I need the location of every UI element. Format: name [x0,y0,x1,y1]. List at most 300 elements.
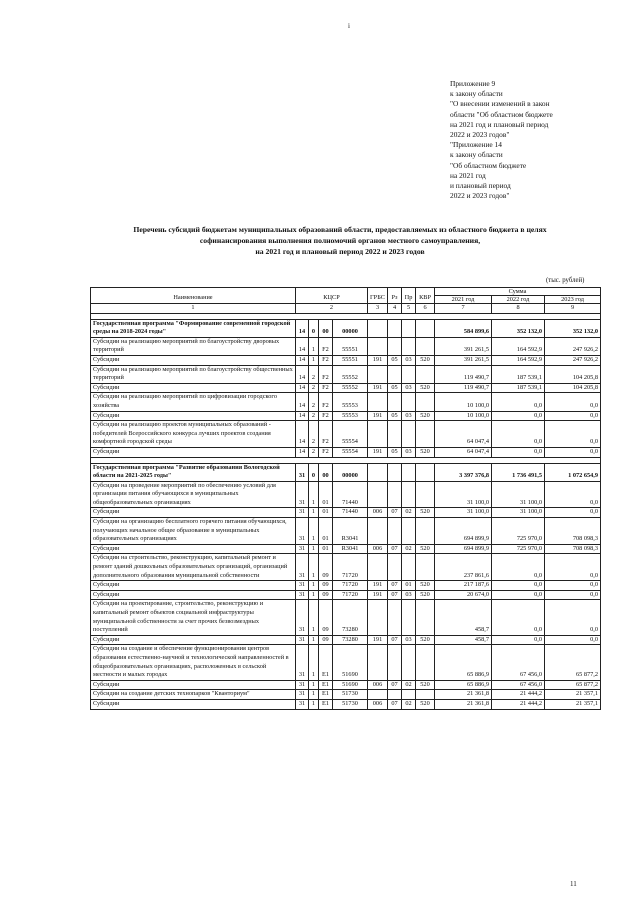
header-pr: Пр [402,288,416,304]
kcsr-part-3: 09 [319,590,333,600]
pr-cell [402,319,416,337]
amount-2022: 31 100,0 [492,481,545,508]
grbs-cell: 191 [368,447,388,457]
kvr-cell [416,393,435,411]
rz-cell: 07 [388,680,402,690]
row-name: Субсидии на реализацию мероприятий по цифровизации городского хозяйства [91,393,296,411]
grbs-cell: 191 [368,590,388,600]
pr-cell [402,421,416,448]
kcsr-part-3: 09 [319,600,333,635]
table-row [91,319,601,337]
table-row [91,337,601,355]
kcsr-part-4: 71440 [333,508,368,518]
amount-2022: 21 444,2 [492,699,545,709]
kcsr-part-2: 2 [309,365,319,383]
kcsr-part-4: 00000 [333,319,368,337]
appendix-line: на 2021 год и плановый период [450,119,549,129]
grbs-cell [368,690,388,700]
kcsr-part-2: 1 [309,544,319,554]
appendix-line: и плановый период [450,181,511,191]
table-row [91,699,601,709]
kcsr-part-1: 14 [296,365,309,383]
kcsr-part-1: 14 [296,447,309,457]
grbs-cell [368,463,388,481]
header-grbs: ГРБС [368,288,388,304]
appendix-line: к закону области [450,150,503,160]
appendix-line: "Об областном бюджете [450,160,527,170]
kvr-cell [416,690,435,700]
table-row [91,463,601,481]
pr-cell: 01 [402,581,416,591]
kcsr-part-1: 14 [296,393,309,411]
units-label: (тыс. рублей) [546,277,585,284]
kcsr-part-1: 31 [296,544,309,554]
amount-2021: 3 397 376,8 [435,463,492,481]
row-name: Субсидии на проведение мероприятий по обеспечению условий для организации питания обучающихся в муниципальных общеобразовательных организациях [91,481,296,508]
kcsr-part-3: F2 [319,383,333,393]
amount-2021: 64 047,4 [435,447,492,457]
kvr-cell: 520 [416,383,435,393]
pr-cell: 02 [402,699,416,709]
header-name: Наименование [91,288,296,304]
kcsr-part-1: 14 [296,383,309,393]
kcsr-part-1: 14 [296,421,309,448]
kcsr-part-4: 55552 [333,383,368,393]
kcsr-part-3: 00 [319,463,333,481]
pr-cell: 03 [402,590,416,600]
pr-cell [402,337,416,355]
table-row [91,421,601,448]
kvr-cell [416,463,435,481]
amount-2023: 0,0 [545,481,601,508]
header-rz: Рз [388,288,402,304]
table-row [91,355,601,365]
kcsr-part-2: 1 [309,680,319,690]
kcsr-part-3: F2 [319,421,333,448]
amount-2023: 0,0 [545,508,601,518]
row-name: Государственная программа "Развитие образования Вологодской области на 2021-2025 годы" [91,463,296,481]
kcsr-part-2: 1 [309,581,319,591]
colnum-6: 6 [416,304,435,314]
amount-2022: 67 456,0 [492,680,545,690]
grbs-cell: 006 [368,699,388,709]
kcsr-part-4: R3041 [333,544,368,554]
kcsr-part-3: 01 [319,508,333,518]
rz-cell [388,337,402,355]
table-row [91,645,601,680]
row-name: Субсидии [91,355,296,365]
table-row [91,411,601,421]
grbs-cell [368,337,388,355]
kcsr-part-4: 55554 [333,447,368,457]
rz-cell: 05 [388,447,402,457]
kcsr-part-2: 1 [309,518,319,545]
grbs-cell [368,554,388,581]
row-name: Субсидии на организацию бесплатного горячего питания обучающихся, получающих начальное общее образование в муниципальных образовательных организациях [91,518,296,545]
pr-cell [402,365,416,383]
appendix-line: на 2021 год [450,170,486,180]
kcsr-part-3: F2 [319,337,333,355]
kvr-cell [416,645,435,680]
amount-2021: 64 047,4 [435,421,492,448]
kcsr-part-4: 55552 [333,365,368,383]
amount-2021: 20 674,0 [435,590,492,600]
appendix-line: 2022 и 2023 годов" [450,191,510,201]
kvr-cell [416,319,435,337]
pr-cell [402,481,416,508]
kvr-cell: 520 [416,411,435,421]
kvr-cell [416,554,435,581]
kcsr-part-4: 55551 [333,337,368,355]
header-sum: Сумма [435,288,601,296]
amount-2023: 65 877,2 [545,645,601,680]
header-kvr: КВР [416,288,435,304]
kcsr-part-4: 51690 [333,680,368,690]
kcsr-part-3: F2 [319,365,333,383]
kcsr-part-4: 51730 [333,699,368,709]
kcsr-part-2: 1 [309,635,319,645]
amount-2023: 247 926,2 [545,355,601,365]
column-number-row [91,304,601,314]
grbs-cell [368,481,388,508]
kcsr-part-1: 31 [296,508,309,518]
row-name: Субсидии [91,581,296,591]
kcsr-part-1: 31 [296,554,309,581]
grbs-cell [368,518,388,545]
rz-cell: 07 [388,544,402,554]
kcsr-part-4: 73280 [333,600,368,635]
header-2021: 2021 год [435,296,492,304]
amount-2022: 164 592,9 [492,355,545,365]
amount-2022: 0,0 [492,635,545,645]
kcsr-part-2: 2 [309,447,319,457]
pr-cell [402,554,416,581]
kcsr-part-1: 31 [296,590,309,600]
kcsr-part-3: F2 [319,355,333,365]
kvr-cell [416,600,435,635]
rz-cell: 07 [388,581,402,591]
pr-cell: 03 [402,411,416,421]
amount-2023: 0,0 [545,635,601,645]
kcsr-part-4: R3041 [333,518,368,545]
table-row [91,554,601,581]
kcsr-part-1: 31 [296,518,309,545]
kcsr-part-2: 1 [309,600,319,635]
pr-cell [402,645,416,680]
grbs-cell [368,645,388,680]
amount-2021: 21 361,8 [435,690,492,700]
document-title [90,224,590,258]
amount-2023: 1 072 654,9 [545,463,601,481]
kcsr-part-2: 2 [309,411,319,421]
amount-2023: 0,0 [545,393,601,411]
row-name: Субсидии [91,699,296,709]
subsidies-table [90,287,601,710]
kcsr-part-3: E1 [319,680,333,690]
kcsr-part-2: 1 [309,699,319,709]
kcsr-part-3: E1 [319,645,333,680]
kcsr-part-1: 14 [296,411,309,421]
row-name: Субсидии на строительство, реконструкцию, капитальный ремонт и ремонт зданий дошкольных образовательных организаций, организаций дополнительного образования муниципальной собственности [91,554,296,581]
grbs-cell: 191 [368,635,388,645]
kcsr-part-4: 51690 [333,645,368,680]
amount-2023: 0,0 [545,600,601,635]
kvr-cell [416,337,435,355]
amount-2021: 391 261,5 [435,337,492,355]
title-line: на 2021 год и плановый период 2022 и 2023 годов [255,247,425,257]
amount-2021: 10 100,0 [435,393,492,411]
appendix-line: области "Об областном бюджете [450,109,553,119]
kcsr-part-1: 31 [296,463,309,481]
pr-cell: 03 [402,447,416,457]
table-row [91,447,601,457]
amount-2021: 458,7 [435,600,492,635]
row-name: Субсидии [91,590,296,600]
kcsr-part-2: 1 [309,554,319,581]
colnum-4: 4 [388,304,402,314]
kvr-cell [416,365,435,383]
amount-2023: 0,0 [545,447,601,457]
kcsr-part-3: 09 [319,581,333,591]
pr-cell: 02 [402,544,416,554]
colnum-8: 8 [492,304,545,314]
kcsr-part-2: 0 [309,319,319,337]
amount-2023: 21 357,1 [545,699,601,709]
amount-2022: 164 592,9 [492,337,545,355]
amount-2022: 187 539,1 [492,365,545,383]
table-row [91,383,601,393]
colnum-7: 7 [435,304,492,314]
amount-2022: 0,0 [492,600,545,635]
kcsr-part-1: 31 [296,680,309,690]
kcsr-part-3: 01 [319,481,333,508]
kcsr-part-2: 1 [309,481,319,508]
amount-2022: 0,0 [492,590,545,600]
kcsr-part-1: 31 [296,690,309,700]
table-row [91,680,601,690]
kcsr-part-3: F2 [319,411,333,421]
colnum-5: 5 [402,304,416,314]
kvr-cell: 520 [416,581,435,591]
kcsr-part-3: F2 [319,393,333,411]
grbs-cell [368,600,388,635]
rz-cell [388,393,402,411]
grbs-cell: 006 [368,680,388,690]
kvr-cell: 520 [416,699,435,709]
amount-2023: 247 926,2 [545,337,601,355]
amount-2022: 187 539,1 [492,383,545,393]
amount-2021: 584 899,6 [435,319,492,337]
rz-cell [388,365,402,383]
table-row [91,600,601,635]
appendix-line: "О внесении изменений в закон [450,99,550,109]
rz-cell [388,319,402,337]
amount-2023: 708 098,3 [545,518,601,545]
grbs-cell [368,393,388,411]
kvr-cell [416,421,435,448]
rz-cell [388,421,402,448]
kcsr-part-1: 31 [296,600,309,635]
table-row [91,635,601,645]
kcsr-part-1: 31 [296,581,309,591]
kcsr-part-4: 55554 [333,421,368,448]
appendix-line: 2022 и 2023 годов" [450,130,510,140]
kvr-cell [416,481,435,508]
kvr-cell [416,518,435,545]
colnum-9: 9 [545,304,601,314]
row-name: Государственная программа "Формирование современной городской среды на 2018-2024 годы" [91,319,296,337]
rz-cell [388,518,402,545]
amount-2022: 1 736 491,5 [492,463,545,481]
kcsr-part-4: 55551 [333,355,368,365]
amount-2022: 31 100,0 [492,508,545,518]
page-top-mark: i [348,22,350,30]
amount-2021: 217 187,6 [435,581,492,591]
amount-2023: 104 205,8 [545,383,601,393]
amount-2022: 67 456,0 [492,645,545,680]
amount-2022: 0,0 [492,447,545,457]
kcsr-part-4: 73280 [333,635,368,645]
rz-cell: 07 [388,699,402,709]
row-name: Субсидии [91,411,296,421]
amount-2021: 65 886,9 [435,645,492,680]
header-2022: 2022 год [492,296,545,304]
pr-cell [402,393,416,411]
page-foot-mark: 11 [570,880,577,888]
grbs-cell: 191 [368,581,388,591]
kcsr-part-4: 71720 [333,590,368,600]
amount-2023: 65 877,2 [545,680,601,690]
amount-2023: 104 205,8 [545,365,601,383]
grbs-cell: 191 [368,411,388,421]
kcsr-part-1: 31 [296,645,309,680]
kcsr-part-2: 1 [309,645,319,680]
row-name: Субсидии [91,447,296,457]
row-name: Субсидии на создание детских технопарков "Кванториум" [91,690,296,700]
row-name: Субсидии на создание и обеспечение функционирования центров образования естественно-научной и технологической направленностей в общеобразовательных организациях, расположенных в сельской местности и малых городах [91,645,296,680]
header-2023: 2023 год [545,296,601,304]
rz-cell [388,690,402,700]
kcsr-part-2: 2 [309,383,319,393]
amount-2022: 725 970,0 [492,518,545,545]
amount-2023: 0,0 [545,590,601,600]
kvr-cell: 520 [416,590,435,600]
pr-cell [402,600,416,635]
kcsr-part-2: 1 [309,337,319,355]
rz-cell [388,600,402,635]
amount-2022: 0,0 [492,393,545,411]
appendix-line: "Приложение 14 [450,140,502,150]
amount-2023: 0,0 [545,554,601,581]
row-name: Субсидии [91,635,296,645]
kcsr-part-2: 2 [309,421,319,448]
pr-cell: 03 [402,635,416,645]
amount-2022: 0,0 [492,554,545,581]
amount-2021: 31 100,0 [435,481,492,508]
kcsr-part-2: 1 [309,355,319,365]
table-row [91,393,601,411]
kcsr-part-4: 55553 [333,393,368,411]
pr-cell: 02 [402,680,416,690]
pr-cell [402,690,416,700]
row-name: Субсидии [91,680,296,690]
amount-2021: 65 886,9 [435,680,492,690]
kvr-cell: 520 [416,680,435,690]
amount-2021: 694 899,9 [435,518,492,545]
table-row [91,544,601,554]
amount-2021: 119 490,7 [435,383,492,393]
title-line: Перечень субсидий бюджетам муниципальных образований области, предоставляемых из областного бюджета в целях [133,225,547,234]
kcsr-part-2: 1 [309,590,319,600]
amount-2021: 458,7 [435,635,492,645]
grbs-cell [368,365,388,383]
amount-2022: 0,0 [492,411,545,421]
title-line: софинансирования выполнения полномочий органов местного самоуправления, [199,236,481,246]
rz-cell [388,481,402,508]
kvr-cell: 520 [416,447,435,457]
grbs-cell: 006 [368,508,388,518]
amount-2021: 119 490,7 [435,365,492,383]
table-row [91,508,601,518]
kcsr-part-1: 31 [296,481,309,508]
colnum-3: 3 [368,304,388,314]
kcsr-part-3: F2 [319,447,333,457]
kcsr-part-3: 01 [319,518,333,545]
table-row [91,690,601,700]
rz-cell [388,463,402,481]
row-name: Субсидии [91,508,296,518]
kcsr-part-4: 55553 [333,411,368,421]
colnum-2: 2 [296,304,368,314]
kcsr-part-1: 14 [296,355,309,365]
amount-2022: 21 444,2 [492,690,545,700]
kcsr-part-4: 71720 [333,554,368,581]
kcsr-part-4: 00000 [333,463,368,481]
amount-2023: 21 357,1 [545,690,601,700]
kcsr-part-1: 14 [296,337,309,355]
row-name: Субсидии на реализацию мероприятий по благоустройству дворовых территорий [91,337,296,355]
colnum-1: 1 [91,304,296,314]
pr-cell [402,463,416,481]
table-row [91,481,601,508]
rz-cell: 07 [388,508,402,518]
pr-cell: 02 [402,508,416,518]
amount-2021: 21 361,8 [435,699,492,709]
kcsr-part-3: 09 [319,635,333,645]
rz-cell: 07 [388,635,402,645]
row-name: Субсидии [91,383,296,393]
rz-cell: 05 [388,383,402,393]
amount-2021: 391 261,5 [435,355,492,365]
kcsr-part-2: 1 [309,508,319,518]
table-row [91,590,601,600]
kvr-cell: 520 [416,544,435,554]
table-row [91,581,601,591]
amount-2023: 352 132,0 [545,319,601,337]
kcsr-part-4: 71440 [333,481,368,508]
grbs-cell: 006 [368,544,388,554]
appendix-note [450,79,625,201]
pr-cell [402,518,416,545]
row-name: Субсидии [91,544,296,554]
rz-cell: 05 [388,355,402,365]
appendix-line: к закону области [450,89,503,99]
grbs-cell: 191 [368,383,388,393]
table-row [91,518,601,545]
amount-2023: 0,0 [545,411,601,421]
amount-2023: 0,0 [545,421,601,448]
header-row [91,288,601,296]
